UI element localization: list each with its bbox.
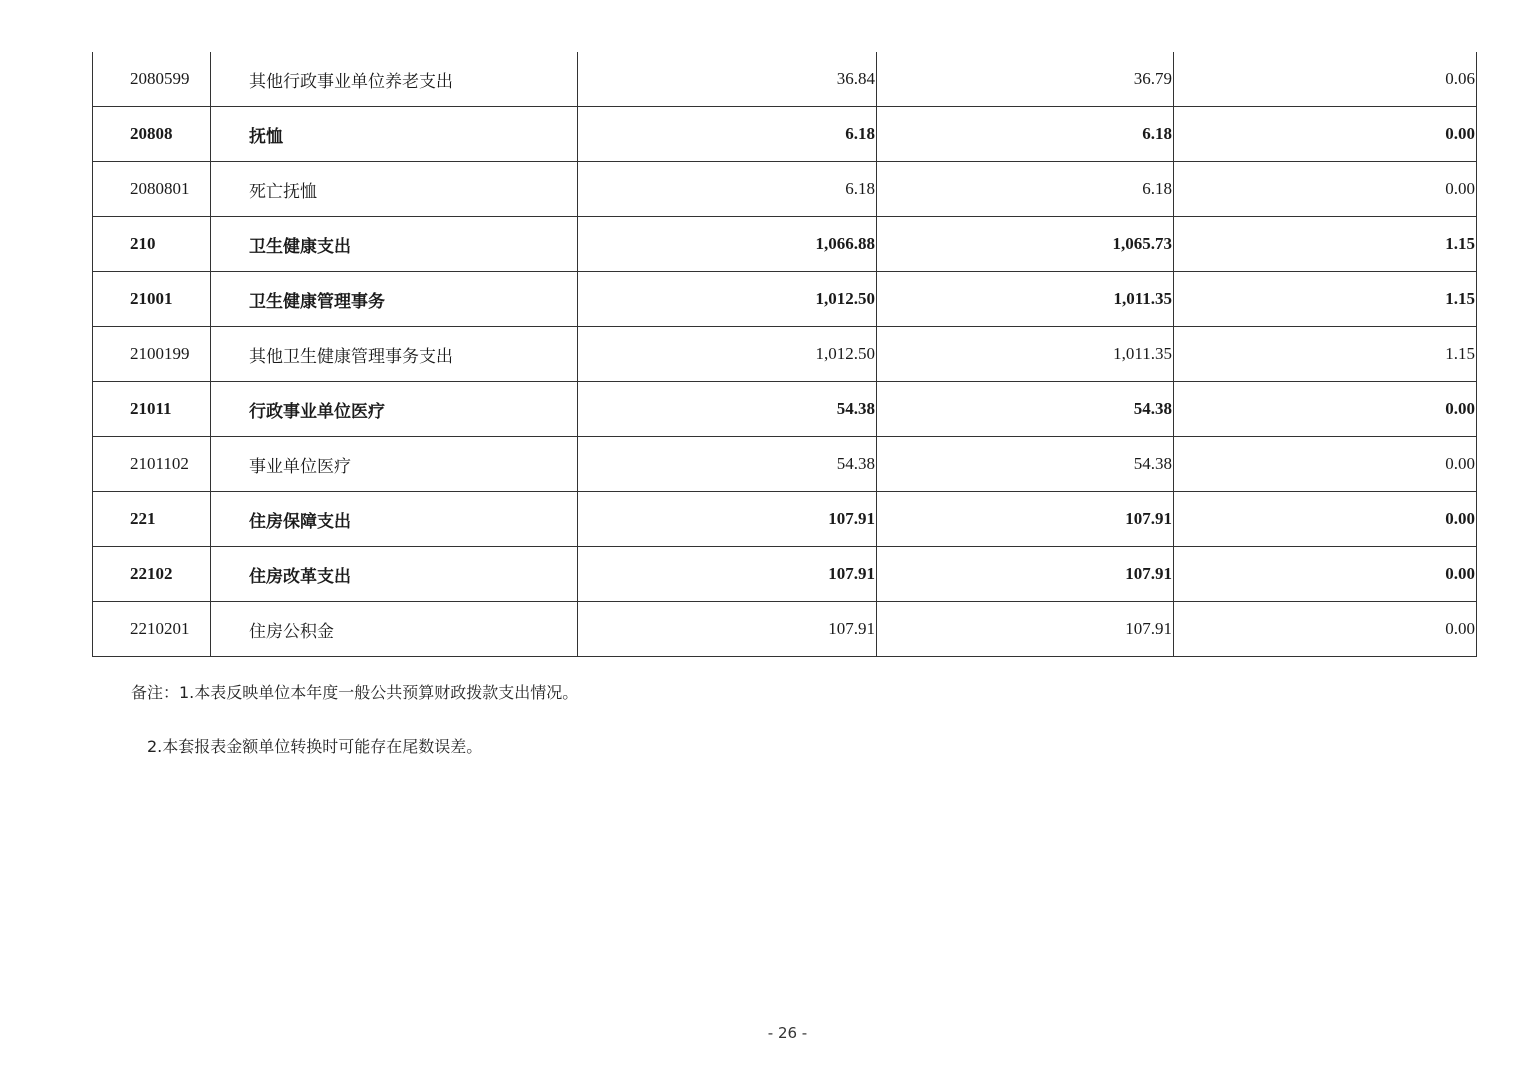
row-value-1-cell: 107.91 bbox=[578, 492, 877, 547]
page-number: - 26 - bbox=[767, 1024, 808, 1042]
note-line-1: 备注：1.本表反映单位本年度一般公共预算财政拨款支出情况。 bbox=[131, 683, 579, 702]
row-value-3-cell: 0.00 bbox=[1174, 492, 1477, 547]
table-row bbox=[93, 272, 1477, 327]
row-code-cell: 2210201 bbox=[93, 602, 211, 657]
row-value-1-cell: 107.91 bbox=[578, 547, 877, 602]
table-row bbox=[93, 217, 1477, 272]
row-value-3-cell: 0.00 bbox=[1174, 382, 1477, 437]
row-name-cell: 死亡抚恤 bbox=[211, 162, 578, 217]
row-value-2-cell: 54.38 bbox=[877, 382, 1174, 437]
row-value-1-cell: 107.91 bbox=[578, 602, 877, 657]
expenditure-table bbox=[92, 52, 1477, 657]
row-value-3-cell: 0.00 bbox=[1174, 547, 1477, 602]
row-name-cell: 住房保障支出 bbox=[211, 492, 578, 547]
row-value-3-cell: 0.00 bbox=[1174, 437, 1477, 492]
row-name-cell: 住房改革支出 bbox=[211, 547, 578, 602]
row-name-cell: 行政事业单位医疗 bbox=[211, 382, 578, 437]
row-code-cell: 2080801 bbox=[93, 162, 211, 217]
table-row bbox=[93, 437, 1477, 492]
row-value-1-cell: 6.18 bbox=[578, 107, 877, 162]
table-row bbox=[93, 52, 1477, 107]
row-value-3-cell: 1.15 bbox=[1174, 272, 1477, 327]
table-row bbox=[93, 492, 1477, 547]
row-value-1-cell: 54.38 bbox=[578, 437, 877, 492]
row-name-cell: 卫生健康管理事务 bbox=[211, 272, 578, 327]
row-value-2-cell: 1,065.73 bbox=[877, 217, 1174, 272]
row-code-cell: 22102 bbox=[93, 547, 211, 602]
table-row bbox=[93, 382, 1477, 437]
row-value-2-cell: 6.18 bbox=[877, 107, 1174, 162]
table-row bbox=[93, 162, 1477, 217]
row-value-2-cell: 1,011.35 bbox=[877, 327, 1174, 382]
row-value-3-cell: 1.15 bbox=[1174, 327, 1477, 382]
row-code-cell: 20808 bbox=[93, 107, 211, 162]
row-name-cell: 住房公积金 bbox=[211, 602, 578, 657]
row-value-1-cell: 54.38 bbox=[578, 382, 877, 437]
table-row bbox=[93, 602, 1477, 657]
row-value-3-cell: 0.00 bbox=[1174, 162, 1477, 217]
row-code-cell: 2101102 bbox=[93, 437, 211, 492]
row-code-cell: 210 bbox=[93, 217, 211, 272]
row-code-cell: 21001 bbox=[93, 272, 211, 327]
table-row bbox=[93, 107, 1477, 162]
row-value-3-cell: 1.15 bbox=[1174, 217, 1477, 272]
notes-block bbox=[131, 680, 578, 760]
row-value-1-cell: 6.18 bbox=[578, 162, 877, 217]
row-value-3-cell: 0.00 bbox=[1174, 602, 1477, 657]
row-code-cell: 2080599 bbox=[93, 52, 211, 107]
row-value-2-cell: 1,011.35 bbox=[877, 272, 1174, 327]
expenditure-table-container bbox=[92, 52, 1476, 657]
row-value-2-cell: 6.18 bbox=[877, 162, 1174, 217]
row-name-cell: 其他卫生健康管理事务支出 bbox=[211, 327, 578, 382]
row-value-1-cell: 36.84 bbox=[578, 52, 877, 107]
table-row bbox=[93, 547, 1477, 602]
row-value-2-cell: 107.91 bbox=[877, 547, 1174, 602]
row-value-2-cell: 107.91 bbox=[877, 602, 1174, 657]
row-name-cell: 卫生健康支出 bbox=[211, 217, 578, 272]
row-value-3-cell: 0.00 bbox=[1174, 107, 1477, 162]
row-value-1-cell: 1,012.50 bbox=[578, 272, 877, 327]
row-code-cell: 2100199 bbox=[93, 327, 211, 382]
row-value-2-cell: 54.38 bbox=[877, 437, 1174, 492]
row-code-cell: 21011 bbox=[93, 382, 211, 437]
table-row bbox=[93, 327, 1477, 382]
row-value-1-cell: 1,066.88 bbox=[578, 217, 877, 272]
row-value-3-cell: 0.06 bbox=[1174, 52, 1477, 107]
table-body bbox=[93, 52, 1477, 657]
row-value-1-cell: 1,012.50 bbox=[578, 327, 877, 382]
row-value-2-cell: 36.79 bbox=[877, 52, 1174, 107]
row-code-cell: 221 bbox=[93, 492, 211, 547]
row-name-cell: 其他行政事业单位养老支出 bbox=[211, 52, 578, 107]
row-value-2-cell: 107.91 bbox=[877, 492, 1174, 547]
note-line-2: 2.本套报表金额单位转换时可能存在尾数误差。 bbox=[147, 737, 483, 756]
row-name-cell: 事业单位医疗 bbox=[211, 437, 578, 492]
row-name-cell: 抚恤 bbox=[211, 107, 578, 162]
